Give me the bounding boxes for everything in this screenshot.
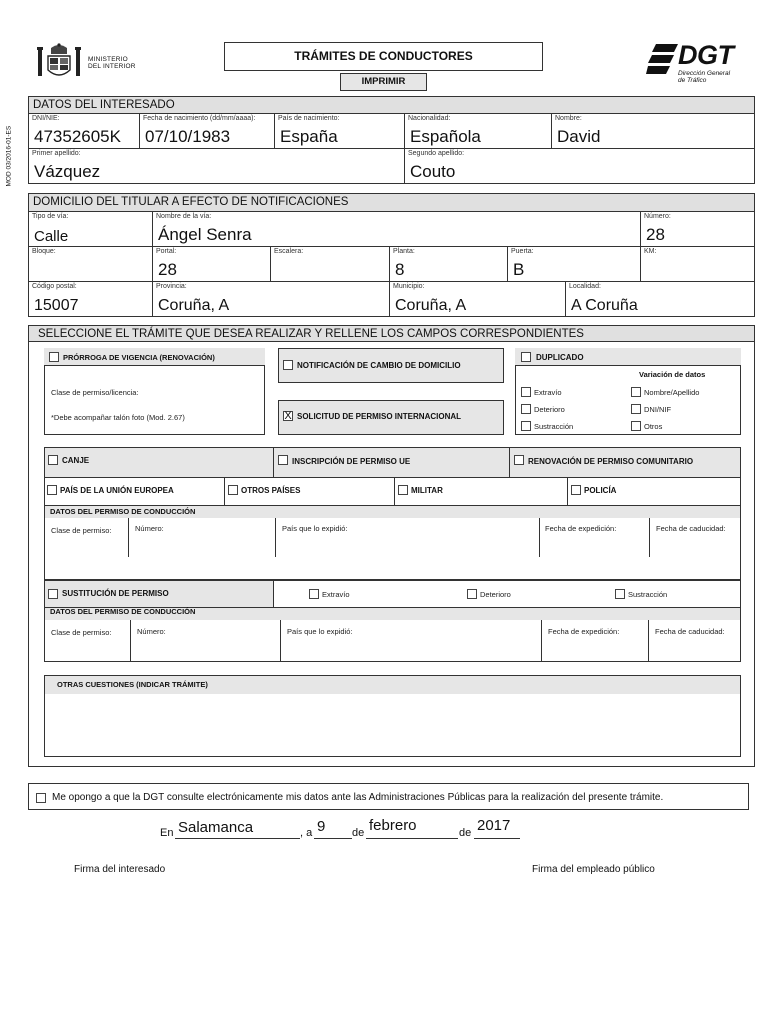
duplicado-checkbox[interactable] [521, 352, 531, 362]
postal-code-field[interactable]: Código postal: 15007 [28, 281, 153, 317]
coat-of-arms-icon [36, 42, 82, 82]
first-surname-field[interactable]: Primer apellido: Vázquez [28, 148, 405, 184]
consent-text: Me opongo a que la DGT consulte electrónicamente mis datos ante las Administraciones Públicas para la realización del presente trámite. [52, 792, 664, 803]
canje-extra-row [44, 557, 741, 580]
staircase-field[interactable]: Escalera: [270, 246, 390, 282]
otros-paises-checkbox[interactable] [228, 485, 238, 495]
policia-checkbox[interactable] [571, 485, 581, 495]
otros-checkbox[interactable] [631, 421, 641, 431]
prorroga-checkbox[interactable] [49, 352, 59, 362]
nationality-field[interactable]: Nacionalidad: Española [404, 113, 552, 149]
ministry-name-line2: DEL INTERIOR [88, 63, 136, 70]
ministry-logo [36, 42, 146, 82]
second-surname-field[interactable]: Segundo apellido: Couto [404, 148, 755, 184]
block-field[interactable]: Bloque: [28, 246, 153, 282]
form-code: MOD 03/2016-01-ES [5, 125, 13, 187]
dni-nif-checkbox[interactable] [631, 404, 641, 414]
sust-sustraccion-checkbox[interactable] [615, 589, 625, 599]
street-type-field[interactable]: Tipo de vía: Calle [28, 211, 153, 247]
notificacion-checkbox[interactable] [283, 360, 293, 370]
canje-caducidad-label[interactable]: Fecha de caducidad: [656, 524, 726, 533]
sust-deterioro-checkbox[interactable] [467, 589, 477, 599]
year-value[interactable]: 2017 [477, 817, 511, 834]
canje-clase-label[interactable]: Clase de permiso: [51, 526, 112, 535]
first-name-field[interactable]: Nombre: David [551, 113, 755, 149]
street-number-field[interactable]: Número: 28 [640, 211, 755, 247]
consent-checkbox[interactable] [36, 793, 46, 803]
ministry-name-line1: MINISTERIO [88, 56, 128, 63]
birthdate-field[interactable]: Fecha de nacimiento (dd/mm/aaaa): 07/10/1983 [139, 113, 275, 149]
section-interesado-heading: DATOS DEL INTERESADO [28, 96, 755, 114]
canje-numero-label[interactable]: Número: [135, 524, 164, 533]
street-name-field[interactable]: Nombre de la vía: Ángel Senra [152, 211, 641, 247]
militar-checkbox[interactable] [398, 485, 408, 495]
sust-numero-label[interactable]: Número: [137, 627, 166, 636]
day-value[interactable]: 9 [317, 818, 326, 835]
locality-field[interactable]: Localidad: A Coruña [565, 281, 755, 317]
sust-expedicion-label[interactable]: Fecha de expedición: [548, 627, 620, 636]
portal-field[interactable]: Portal: 28 [152, 246, 271, 282]
sust-clase-label[interactable]: Clase de permiso: [51, 628, 112, 637]
deterioro-checkbox[interactable] [521, 404, 531, 414]
floor-field[interactable]: Planta: 8 [389, 246, 508, 282]
door-field[interactable]: Puerta: B [507, 246, 641, 282]
section-domicilio-heading: DOMICILIO DEL TITULAR A EFECTO DE NOTIFICACIONES [28, 193, 755, 212]
applicant-signature-label: Firma del interesado [74, 864, 166, 875]
sust-pais-label[interactable]: País que lo expidió: [287, 627, 353, 636]
renovacion-comunitario-checkbox[interactable] [514, 455, 524, 465]
place-prefix: En [160, 827, 174, 839]
province-field[interactable]: Provincia: Coruña, A [152, 281, 390, 317]
form-title: TRÁMITES DE CONDUCTORES [224, 42, 543, 71]
dgt-logo-text: DGT [678, 40, 734, 70]
extravio-checkbox[interactable] [521, 387, 531, 397]
birth-country-field[interactable]: País de nacimiento: España [274, 113, 405, 149]
sustitucion-checkbox[interactable] [48, 589, 58, 599]
sust-extravio-checkbox[interactable] [309, 589, 319, 599]
canje-checkbox[interactable] [48, 455, 58, 465]
pais-ue-checkbox[interactable] [47, 485, 57, 495]
sust-caducidad-label[interactable]: Fecha de caducidad: [655, 627, 725, 636]
canje-expedicion-label[interactable]: Fecha de expedición: [545, 524, 617, 533]
dgt-emblem-icon [646, 42, 680, 76]
employee-signature-label: Firma del empleado público [532, 864, 655, 875]
nombre-apellido-checkbox[interactable] [631, 387, 641, 397]
municipality-field[interactable]: Municipio: Coruña, A [389, 281, 566, 317]
place-value[interactable]: Salamanca [178, 819, 254, 836]
month-value[interactable]: febrero [369, 817, 417, 834]
solicitud-checkbox[interactable]: X [284, 410, 292, 422]
canje-pais-label[interactable]: País que lo expidió: [282, 524, 348, 533]
dgt-logo: DGT Dirección General de Tráfico [646, 40, 756, 86]
section-tramite-heading: SELECCIONE EL TRÁMITE QUE DESEA REALIZAR Y RELLENE LOS CAMPOS CORRESPONDIENTES [28, 325, 755, 342]
dni-field[interactable]: DNI/NIE: 47352605K [28, 113, 140, 149]
km-field[interactable]: KM: [640, 246, 755, 282]
sustraccion-checkbox[interactable] [521, 421, 531, 431]
inscripcion-checkbox[interactable] [278, 455, 288, 465]
print-button[interactable]: IMPRIMIR [340, 73, 427, 91]
